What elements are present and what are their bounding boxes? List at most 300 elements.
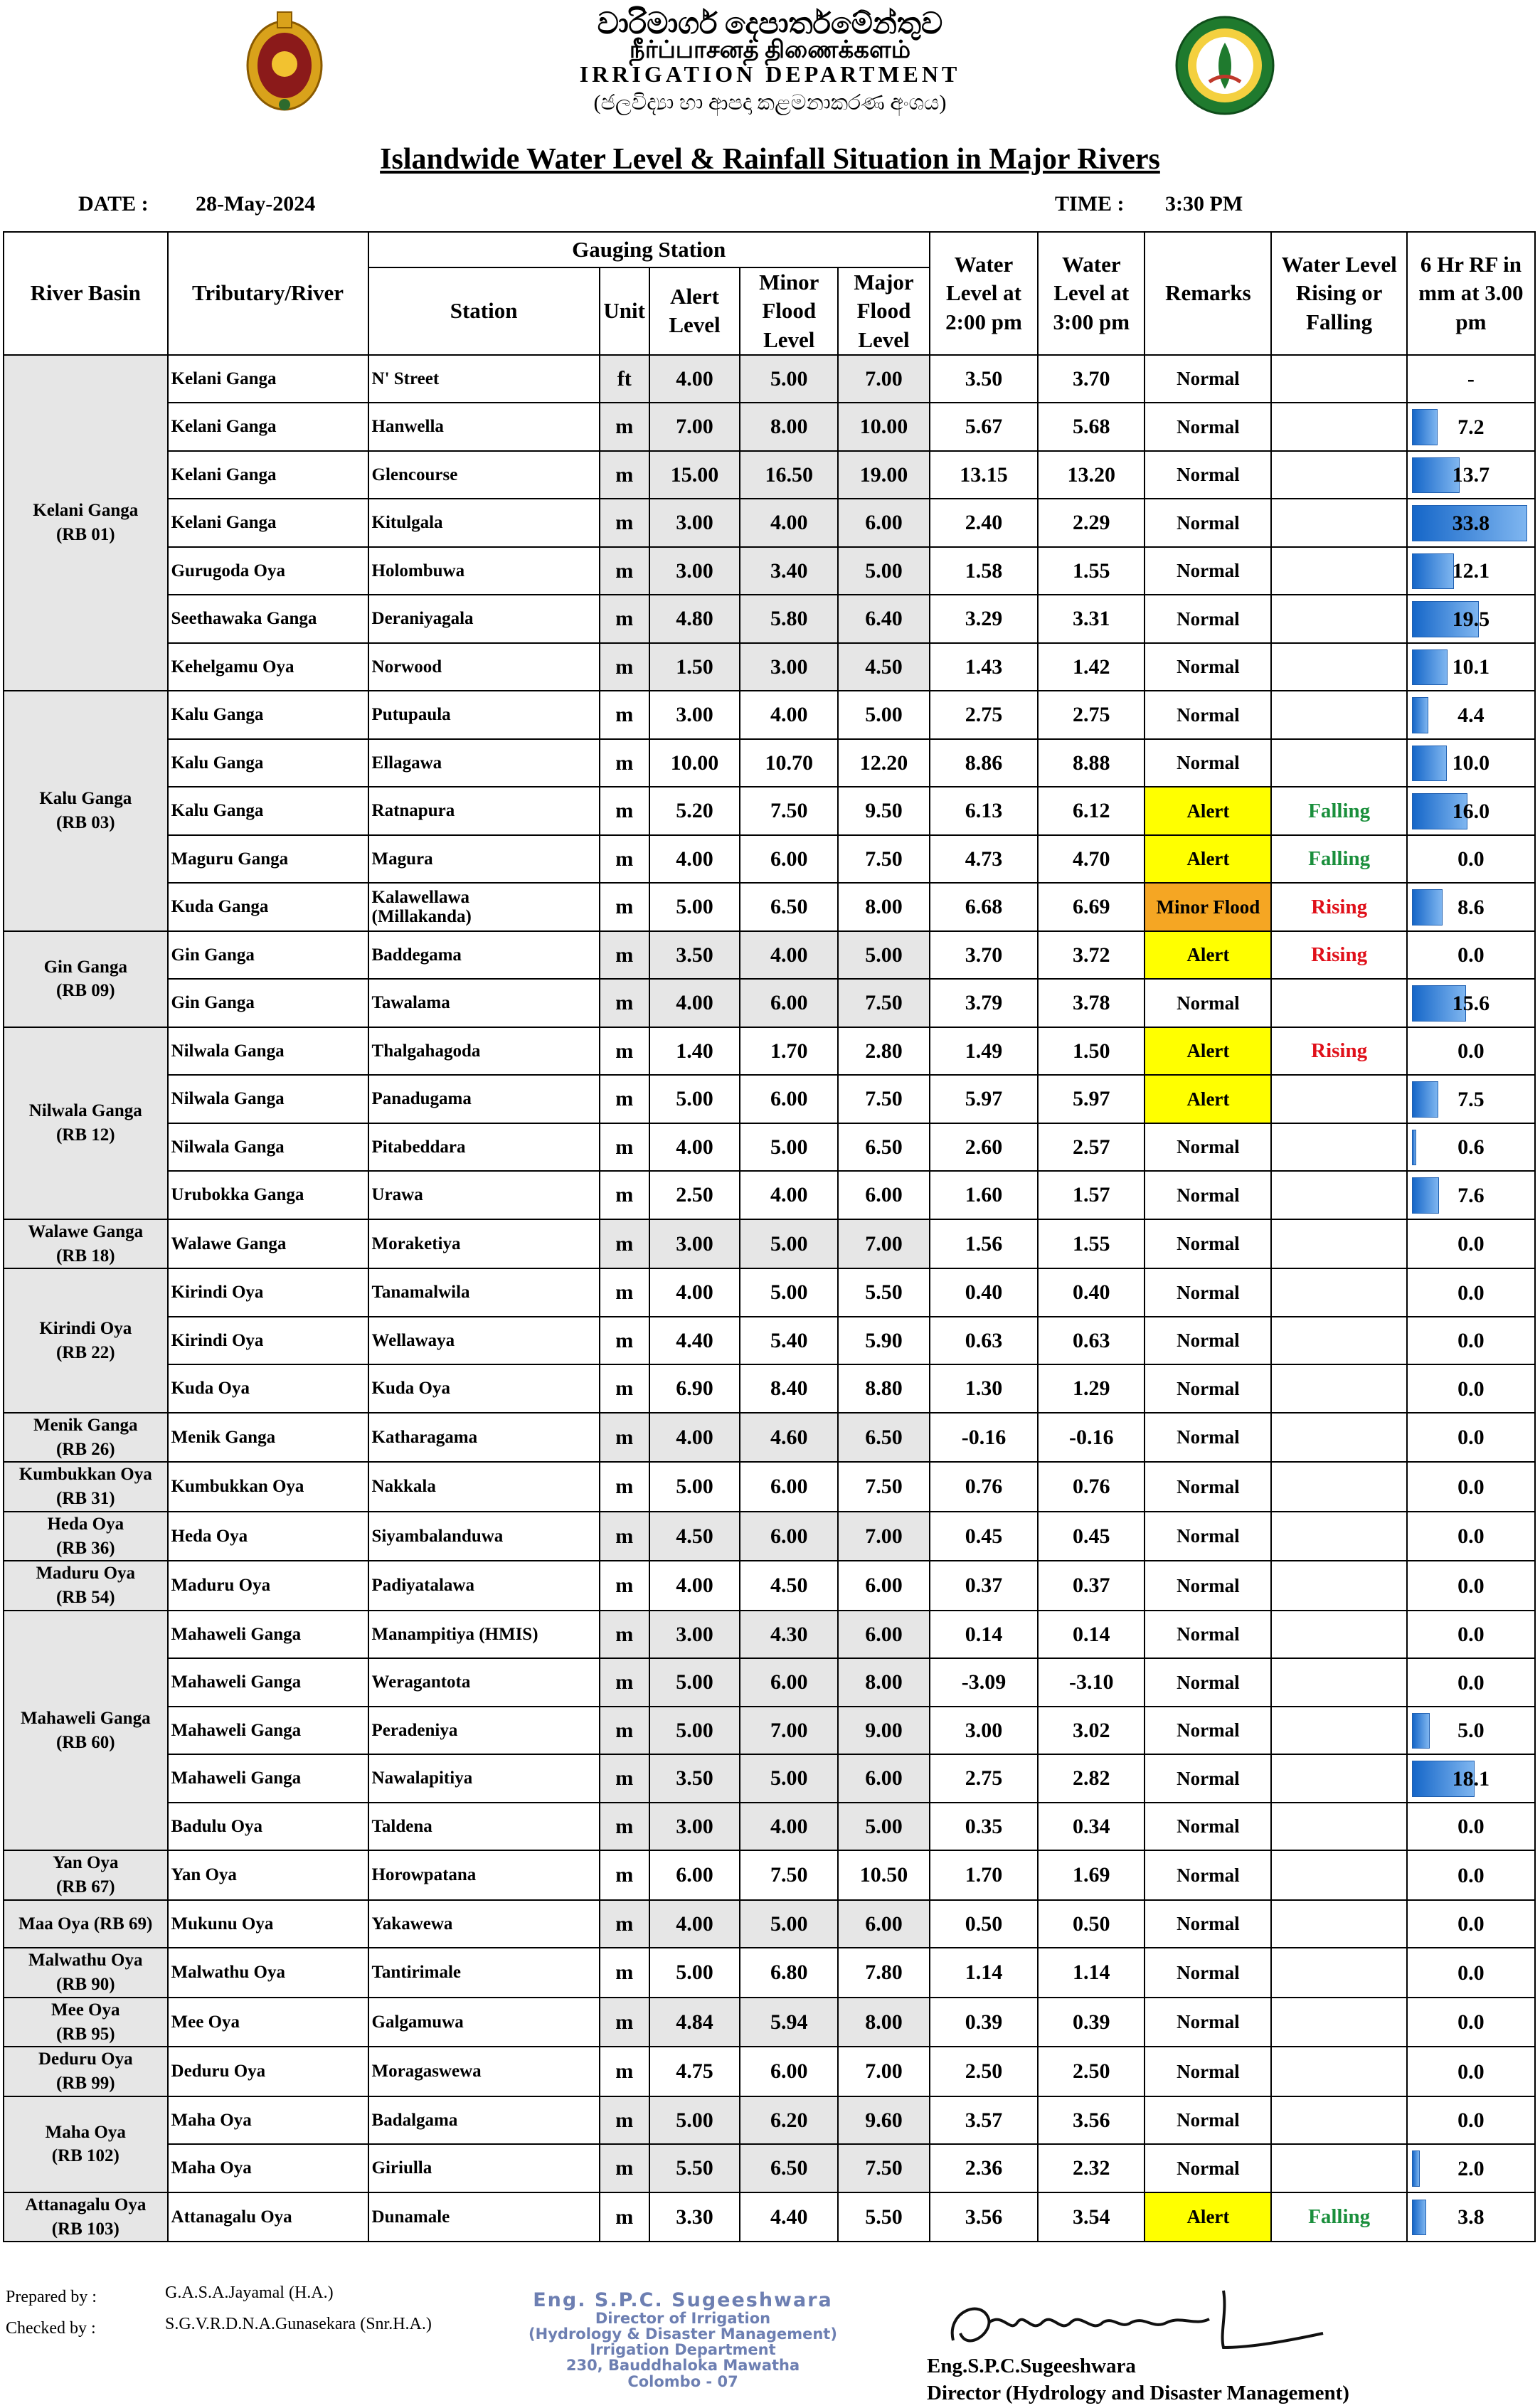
remarks-cell: Normal [1145,2047,1271,2096]
rainfall-cell [1407,691,1535,739]
col-rainfall: 6 Hr RF in mm at 3.00 pm [1407,232,1535,355]
water-level-300-cell: 3.56 [1038,2096,1145,2145]
trend-cell [1271,595,1406,643]
station-cell: Nakkala [368,1462,600,1512]
minor-flood-cell: 5.80 [740,595,838,643]
station-cell: Yakawewa [368,1900,600,1948]
station-cell: Baddegama [368,931,600,980]
unit-cell: m [600,451,649,499]
tributary-cell: Seethawaka Ganga [168,595,368,643]
rainfall-cell [1407,1512,1535,1561]
alert-level-cell: 4.00 [649,1123,740,1172]
trend-cell [1271,1561,1406,1611]
table-row [4,979,1535,1027]
rainfall-value: 0.0 [1457,1426,1485,1450]
minor-flood-cell: 7.50 [740,787,838,835]
alert-level-cell: 2.50 [649,1171,740,1219]
tributary-cell: Mahaweli Ganga [168,1611,368,1659]
water-level-200-cell: 1.43 [930,643,1038,691]
trend-cell [1271,1219,1406,1269]
trend-cell [1271,1123,1406,1172]
remarks-cell: Normal [1145,1707,1271,1755]
remarks-cell: Normal [1145,1462,1271,1512]
alert-level-cell: 4.00 [649,979,740,1027]
trend-cell [1271,691,1406,739]
minor-flood-cell: 5.00 [740,355,838,403]
unit-cell: m [600,1658,649,1707]
rainfall-cell [1407,1754,1535,1803]
unit-cell: m [600,2047,649,2096]
river-basin-cell: Kumbukkan Oya (RB 31) [4,1462,168,1512]
trend-cell [1271,547,1406,595]
alert-level-cell: 3.50 [649,1754,740,1803]
major-flood-cell: 5.90 [838,1317,930,1365]
water-level-200-cell: 3.56 [930,2192,1038,2242]
water-level-200-cell: 3.57 [930,2096,1038,2145]
tributary-cell: Kelani Ganga [168,355,368,403]
station-cell: Weragantota [368,1658,600,1707]
alert-level-cell: 5.50 [649,2144,740,2192]
trend-cell [1271,1268,1406,1317]
table-row [4,1948,1535,1998]
unit-cell: m [600,1364,649,1413]
table-row [4,1561,1535,1611]
table-row [4,1462,1535,1512]
alert-level-cell: 1.40 [649,1027,740,1076]
major-flood-cell: 6.00 [838,1754,930,1803]
trend-cell: Falling [1271,2192,1406,2242]
unit-cell: m [600,883,649,931]
major-flood-cell: 7.00 [838,1219,930,1269]
tributary-cell: Badulu Oya [168,1803,368,1851]
major-flood-cell: 9.60 [838,2096,930,2145]
rainfall-value: 0.0 [1457,1524,1485,1549]
trend-cell: Rising [1271,931,1406,980]
unit-cell: m [600,835,649,884]
stamp-line: (Hydrology & Disaster Management) [529,2325,837,2343]
station-cell: Ellagawa [368,739,600,787]
rainfall-value: 16.0 [1452,799,1490,823]
station-cell: Kuda Oya [368,1364,600,1413]
unit-cell: m [600,1462,649,1512]
remarks-cell: Normal [1145,1512,1271,1561]
rainfall-cell [1407,1462,1535,1512]
major-flood-cell: 7.80 [838,1948,930,1998]
table-row [4,1268,1535,1317]
station-cell: Urawa [368,1171,600,1219]
rainfall-cell [1407,1317,1535,1365]
remarks-cell: Normal [1145,1268,1271,1317]
water-level-200-cell: 3.70 [930,931,1038,980]
remarks-cell: Normal [1145,2144,1271,2192]
trend-cell [1271,1948,1406,1998]
remarks-cell: Normal [1145,1998,1271,2047]
water-level-200-cell: 0.35 [930,1803,1038,1851]
water-level-300-cell: 3.31 [1038,595,1145,643]
rainfall-value: 0.0 [1457,1670,1485,1694]
station-cell: Peradeniya [368,1707,600,1755]
major-flood-cell: 5.00 [838,691,930,739]
unit-cell: m [600,1707,649,1755]
water-level-300-cell: 0.50 [1038,1900,1145,1948]
unit-cell: m [600,979,649,1027]
minor-flood-cell: 5.00 [740,1268,838,1317]
trend-cell [1271,979,1406,1027]
river-basin-cell: Maa Oya (RB 69) [4,1900,168,1948]
table-row [4,2096,1535,2145]
remarks-cell: Normal [1145,1413,1271,1463]
major-flood-cell: 5.00 [838,931,930,980]
unit-cell: m [600,739,649,787]
station-cell: Galgamuwa [368,1998,600,2047]
rainfall-value: 0.0 [1457,1039,1485,1064]
remarks-cell: Normal [1145,1317,1271,1365]
rainfall-cell [1407,931,1535,980]
minor-flood-cell: 4.00 [740,931,838,980]
remarks-cell: Alert [1145,1075,1271,1123]
remarks-cell: Normal [1145,355,1271,403]
trend-cell [1271,1658,1406,1707]
water-level-300-cell: 2.75 [1038,691,1145,739]
major-flood-cell: 7.50 [838,979,930,1027]
major-flood-cell: 8.80 [838,1364,930,1413]
sinhala-title: වාරිමාර්ග දෙපාර්තමේන්තුව [597,8,943,41]
rainfall-value: 0.0 [1457,847,1485,871]
station-cell: Holombuwa [368,547,600,595]
minor-flood-cell: 6.50 [740,2144,838,2192]
rainfall-cell [1407,2096,1535,2145]
station-cell: Taldena [368,1803,600,1851]
rainfall-cell [1407,355,1535,403]
water-level-300-cell: 3.70 [1038,355,1145,403]
water-level-300-cell: -3.10 [1038,1658,1145,1707]
col-tributary: Tributary/River [168,232,368,355]
water-level-200-cell: 0.40 [930,1268,1038,1317]
rainfall-value: 4.4 [1457,703,1485,727]
major-flood-cell: 5.50 [838,2192,930,2242]
station-cell: Kalawellawa (Millakanda) [368,883,600,931]
table-row [4,2192,1535,2242]
water-level-300-cell: 3.02 [1038,1707,1145,1755]
river-basin-cell: Heda Oya (RB 36) [4,1512,168,1561]
water-level-200-cell: 3.50 [930,355,1038,403]
rainfall-cell [1407,1998,1535,2047]
station-cell: Pitabeddara [368,1123,600,1172]
station-cell: Magura [368,835,600,884]
major-flood-cell: 8.00 [838,1658,930,1707]
table-row [4,1075,1535,1123]
major-flood-cell: 19.00 [838,451,930,499]
remarks-cell: Normal [1145,1948,1271,1998]
table-row [4,1317,1535,1365]
tributary-cell: Yan Oya [168,1850,368,1900]
major-flood-cell: 6.00 [838,499,930,547]
table-row [4,739,1535,787]
rainfall-cell [1407,739,1535,787]
station-cell: Nawalapitiya [368,1754,600,1803]
stamp-line: Director of Irrigation [595,2310,771,2328]
rainfall-cell [1407,1561,1535,1611]
water-level-300-cell: 2.57 [1038,1123,1145,1172]
unit-cell: ft [600,355,649,403]
trend-cell [1271,499,1406,547]
station-cell: Katharagama [368,1413,600,1463]
time-value: 3:30 PM [1165,192,1243,216]
tributary-cell: Kalu Ganga [168,739,368,787]
alert-level-cell: 4.40 [649,1317,740,1365]
remarks-cell: Alert [1145,787,1271,835]
rainfall-value: 2.0 [1457,2156,1485,2180]
minor-flood-cell: 6.00 [740,1075,838,1123]
major-flood-cell: 6.00 [838,1561,930,1611]
unit-cell: m [600,2096,649,2145]
remarks-cell: Normal [1145,1364,1271,1413]
water-level-200-cell: 0.76 [930,1462,1038,1512]
tributary-cell: Mukunu Oya [168,1900,368,1948]
minor-flood-cell: 3.40 [740,547,838,595]
unit-cell: m [600,1561,649,1611]
table-row [4,1998,1535,2047]
alert-level-cell: 5.00 [649,1462,740,1512]
remarks-cell: Normal [1145,691,1271,739]
stamp-line: Eng. S.P.C. Sugeeshwara [533,2289,833,2311]
trend-cell [1271,2047,1406,2096]
rainfall-value: 0.0 [1457,1377,1485,1401]
alert-level-cell: 4.00 [649,1900,740,1948]
rainfall-cell [1407,1268,1535,1317]
station-cell: Wellawaya [368,1317,600,1365]
tributary-cell: Attanagalu Oya [168,2192,368,2242]
river-basin-cell: Attanagalu Oya (RB 103) [4,2192,168,2242]
trend-cell [1271,739,1406,787]
major-flood-cell: 9.00 [838,1707,930,1755]
station-cell: Horowpatana [368,1850,600,1900]
rainfall-cell [1407,1171,1535,1219]
unit-cell: m [600,499,649,547]
minor-flood-cell: 4.00 [740,1171,838,1219]
minor-flood-cell: 4.00 [740,1803,838,1851]
rainfall-cell [1407,1900,1535,1948]
water-level-200-cell: 3.79 [930,979,1038,1027]
col-station: Station [368,267,600,355]
table-row [4,595,1535,643]
rainfall-value: 0.0 [1457,2010,1485,2035]
col-gauging-station: Gauging Station [368,232,930,267]
stamp-line: 230, Bauddhaloka Mawatha [565,2357,800,2375]
trend-cell [1271,1803,1406,1851]
minor-flood-cell: 3.00 [740,643,838,691]
tributary-cell: Kuda Oya [168,1364,368,1413]
minor-flood-cell: 6.00 [740,835,838,884]
water-level-200-cell: 4.73 [930,835,1038,884]
trend-cell [1271,1900,1406,1948]
major-flood-cell: 9.50 [838,787,930,835]
river-basin-cell: Mahaweli Ganga (RB 60) [4,1611,168,1851]
trend-cell [1271,1850,1406,1900]
major-flood-cell: 8.00 [838,883,930,931]
water-level-200-cell: 2.36 [930,2144,1038,2192]
minor-flood-cell: 4.60 [740,1413,838,1463]
major-flood-cell: 7.50 [838,1075,930,1123]
water-level-200-cell: 0.39 [930,1998,1038,2047]
major-flood-cell: 6.50 [838,1123,930,1172]
station-cell: Tawalama [368,979,600,1027]
minor-flood-cell: 7.50 [740,1850,838,1900]
table-row [4,1900,1535,1948]
water-level-300-cell: 1.42 [1038,643,1145,691]
water-level-300-cell: 1.50 [1038,1027,1145,1076]
water-level-200-cell: 1.30 [930,1364,1038,1413]
trend-cell [1271,1317,1406,1365]
rainfall-value: 19.5 [1452,607,1490,631]
water-level-300-cell: 3.72 [1038,931,1145,980]
water-level-300-cell: 6.69 [1038,883,1145,931]
tributary-cell: Gurugoda Oya [168,547,368,595]
unit-cell: m [600,2144,649,2192]
trend-cell [1271,451,1406,499]
tributary-cell: Kumbukkan Oya [168,1462,368,1512]
checked-by-value: S.G.V.R.D.N.A.Gunasekara (Snr.H.A.) [165,2315,432,2333]
minor-flood-cell: 4.00 [740,499,838,547]
rainfall-cell [1407,1707,1535,1755]
table-row [4,1803,1535,1851]
checked-by-label: Checked by : [6,2319,96,2338]
alert-level-cell: 3.00 [649,1611,740,1659]
rainfall-value: 0.0 [1457,943,1485,967]
rainfall-cell [1407,1413,1535,1463]
tributary-cell: Gin Ganga [168,931,368,980]
rainfall-cell [1407,2047,1535,2096]
minor-flood-cell: 6.80 [740,1948,838,1998]
table-row [4,2047,1535,2096]
water-level-200-cell: 2.50 [930,2047,1038,2096]
rainfall-cell [1407,451,1535,499]
rainfall-cell [1407,1027,1535,1076]
tributary-cell: Mahaweli Ganga [168,1658,368,1707]
water-level-300-cell: 6.12 [1038,787,1145,835]
stamp-line: Colombo - 07 [627,2372,738,2390]
station-cell: Badalgama [368,2096,600,2145]
rainfall-cell [1407,835,1535,884]
unit-cell: m [600,1219,649,1269]
remarks-cell: Normal [1145,547,1271,595]
english-title: IRRIGATION DEPARTMENT [579,61,961,87]
water-level-300-cell: 2.82 [1038,1754,1145,1803]
trend-cell [1271,1611,1406,1659]
unit-cell: m [600,1850,649,1900]
rainfall-value: 10.1 [1452,655,1490,679]
alert-level-cell: 6.00 [649,1850,740,1900]
tributary-cell: Maha Oya [168,2144,368,2192]
water-level-200-cell: 0.63 [930,1317,1038,1365]
table-row [4,1658,1535,1707]
alert-level-cell: 4.00 [649,1413,740,1463]
rainfall-cell [1407,2192,1535,2242]
water-level-300-cell: 0.76 [1038,1462,1145,1512]
unit-cell: m [600,595,649,643]
signature-icon [939,2284,1337,2362]
river-basin-cell: Gin Ganga (RB 09) [4,931,168,1027]
river-basin-cell: Nilwala Ganga (RB 12) [4,1027,168,1219]
station-cell: Padiyatalawa [368,1561,600,1611]
major-flood-cell: 10.50 [838,1850,930,1900]
trend-cell [1271,643,1406,691]
trend-cell [1271,2144,1406,2192]
alert-level-cell: 5.20 [649,787,740,835]
table-row [4,931,1535,980]
rainfall-value: 0.0 [1457,1475,1485,1499]
rainfall-value: 0.0 [1457,1961,1485,1985]
minor-flood-cell: 8.40 [740,1364,838,1413]
tributary-cell: Kelani Ganga [168,451,368,499]
water-level-200-cell: 5.67 [930,403,1038,451]
rainfall-cell [1407,1948,1535,1998]
water-level-200-cell: 2.75 [930,1754,1038,1803]
rainfall-value: 0.0 [1457,1623,1485,1647]
unit-cell: m [600,643,649,691]
table-row [4,1171,1535,1219]
minor-flood-cell: 4.40 [740,2192,838,2242]
minor-flood-cell: 4.00 [740,691,838,739]
trend-cell [1271,1998,1406,2047]
unit-cell: m [600,787,649,835]
table-row [4,451,1535,499]
water-level-300-cell: 0.14 [1038,1611,1145,1659]
rainfall-cell [1407,403,1535,451]
major-flood-cell: 7.50 [838,1462,930,1512]
rainfall-cell [1407,1658,1535,1707]
minor-flood-cell: 5.00 [740,1900,838,1948]
remarks-cell: Normal [1145,595,1271,643]
tributary-cell: Urubokka Ganga [168,1171,368,1219]
alert-level-cell: 10.00 [649,739,740,787]
rainfall-cell [1407,1075,1535,1123]
remarks-cell: Normal [1145,1850,1271,1900]
rainfall-value: 5.0 [1457,1719,1485,1743]
col-unit: Unit [600,267,649,355]
alert-level-cell: 4.80 [649,595,740,643]
alert-level-cell: 4.00 [649,1268,740,1317]
rainfall-value: 0.0 [1457,1574,1485,1598]
water-level-300-cell: -0.16 [1038,1413,1145,1463]
minor-flood-cell: 8.00 [740,403,838,451]
date-value: 28-May-2024 [196,192,316,216]
official-stamp [512,2291,854,2390]
trend-cell: Falling [1271,787,1406,835]
alert-level-cell: 3.50 [649,931,740,980]
unit-cell: m [600,403,649,451]
unit-cell: m [600,1998,649,2047]
station-cell: Giriulla [368,2144,600,2192]
major-flood-cell: 5.50 [838,1268,930,1317]
minor-flood-cell: 6.20 [740,2096,838,2145]
station-cell: Moraketiya [368,1219,600,1269]
unit-cell: m [600,1948,649,1998]
water-level-200-cell: -0.16 [930,1413,1038,1463]
unit-cell: m [600,1268,649,1317]
rainfall-value: 0.6 [1457,1135,1485,1160]
tributary-cell: Deduru Oya [168,2047,368,2096]
col-major-flood: Major Flood Level [838,267,930,355]
water-level-300-cell: 0.37 [1038,1561,1145,1611]
alert-level-cell: 5.00 [649,1948,740,1998]
tributary-cell: Nilwala Ganga [168,1123,368,1172]
major-flood-cell: 6.50 [838,1413,930,1463]
rainfall-value: 0.0 [1457,1912,1485,1936]
water-level-300-cell: 1.57 [1038,1171,1145,1219]
table-row [4,1219,1535,1269]
alert-level-cell: 5.00 [649,1707,740,1755]
